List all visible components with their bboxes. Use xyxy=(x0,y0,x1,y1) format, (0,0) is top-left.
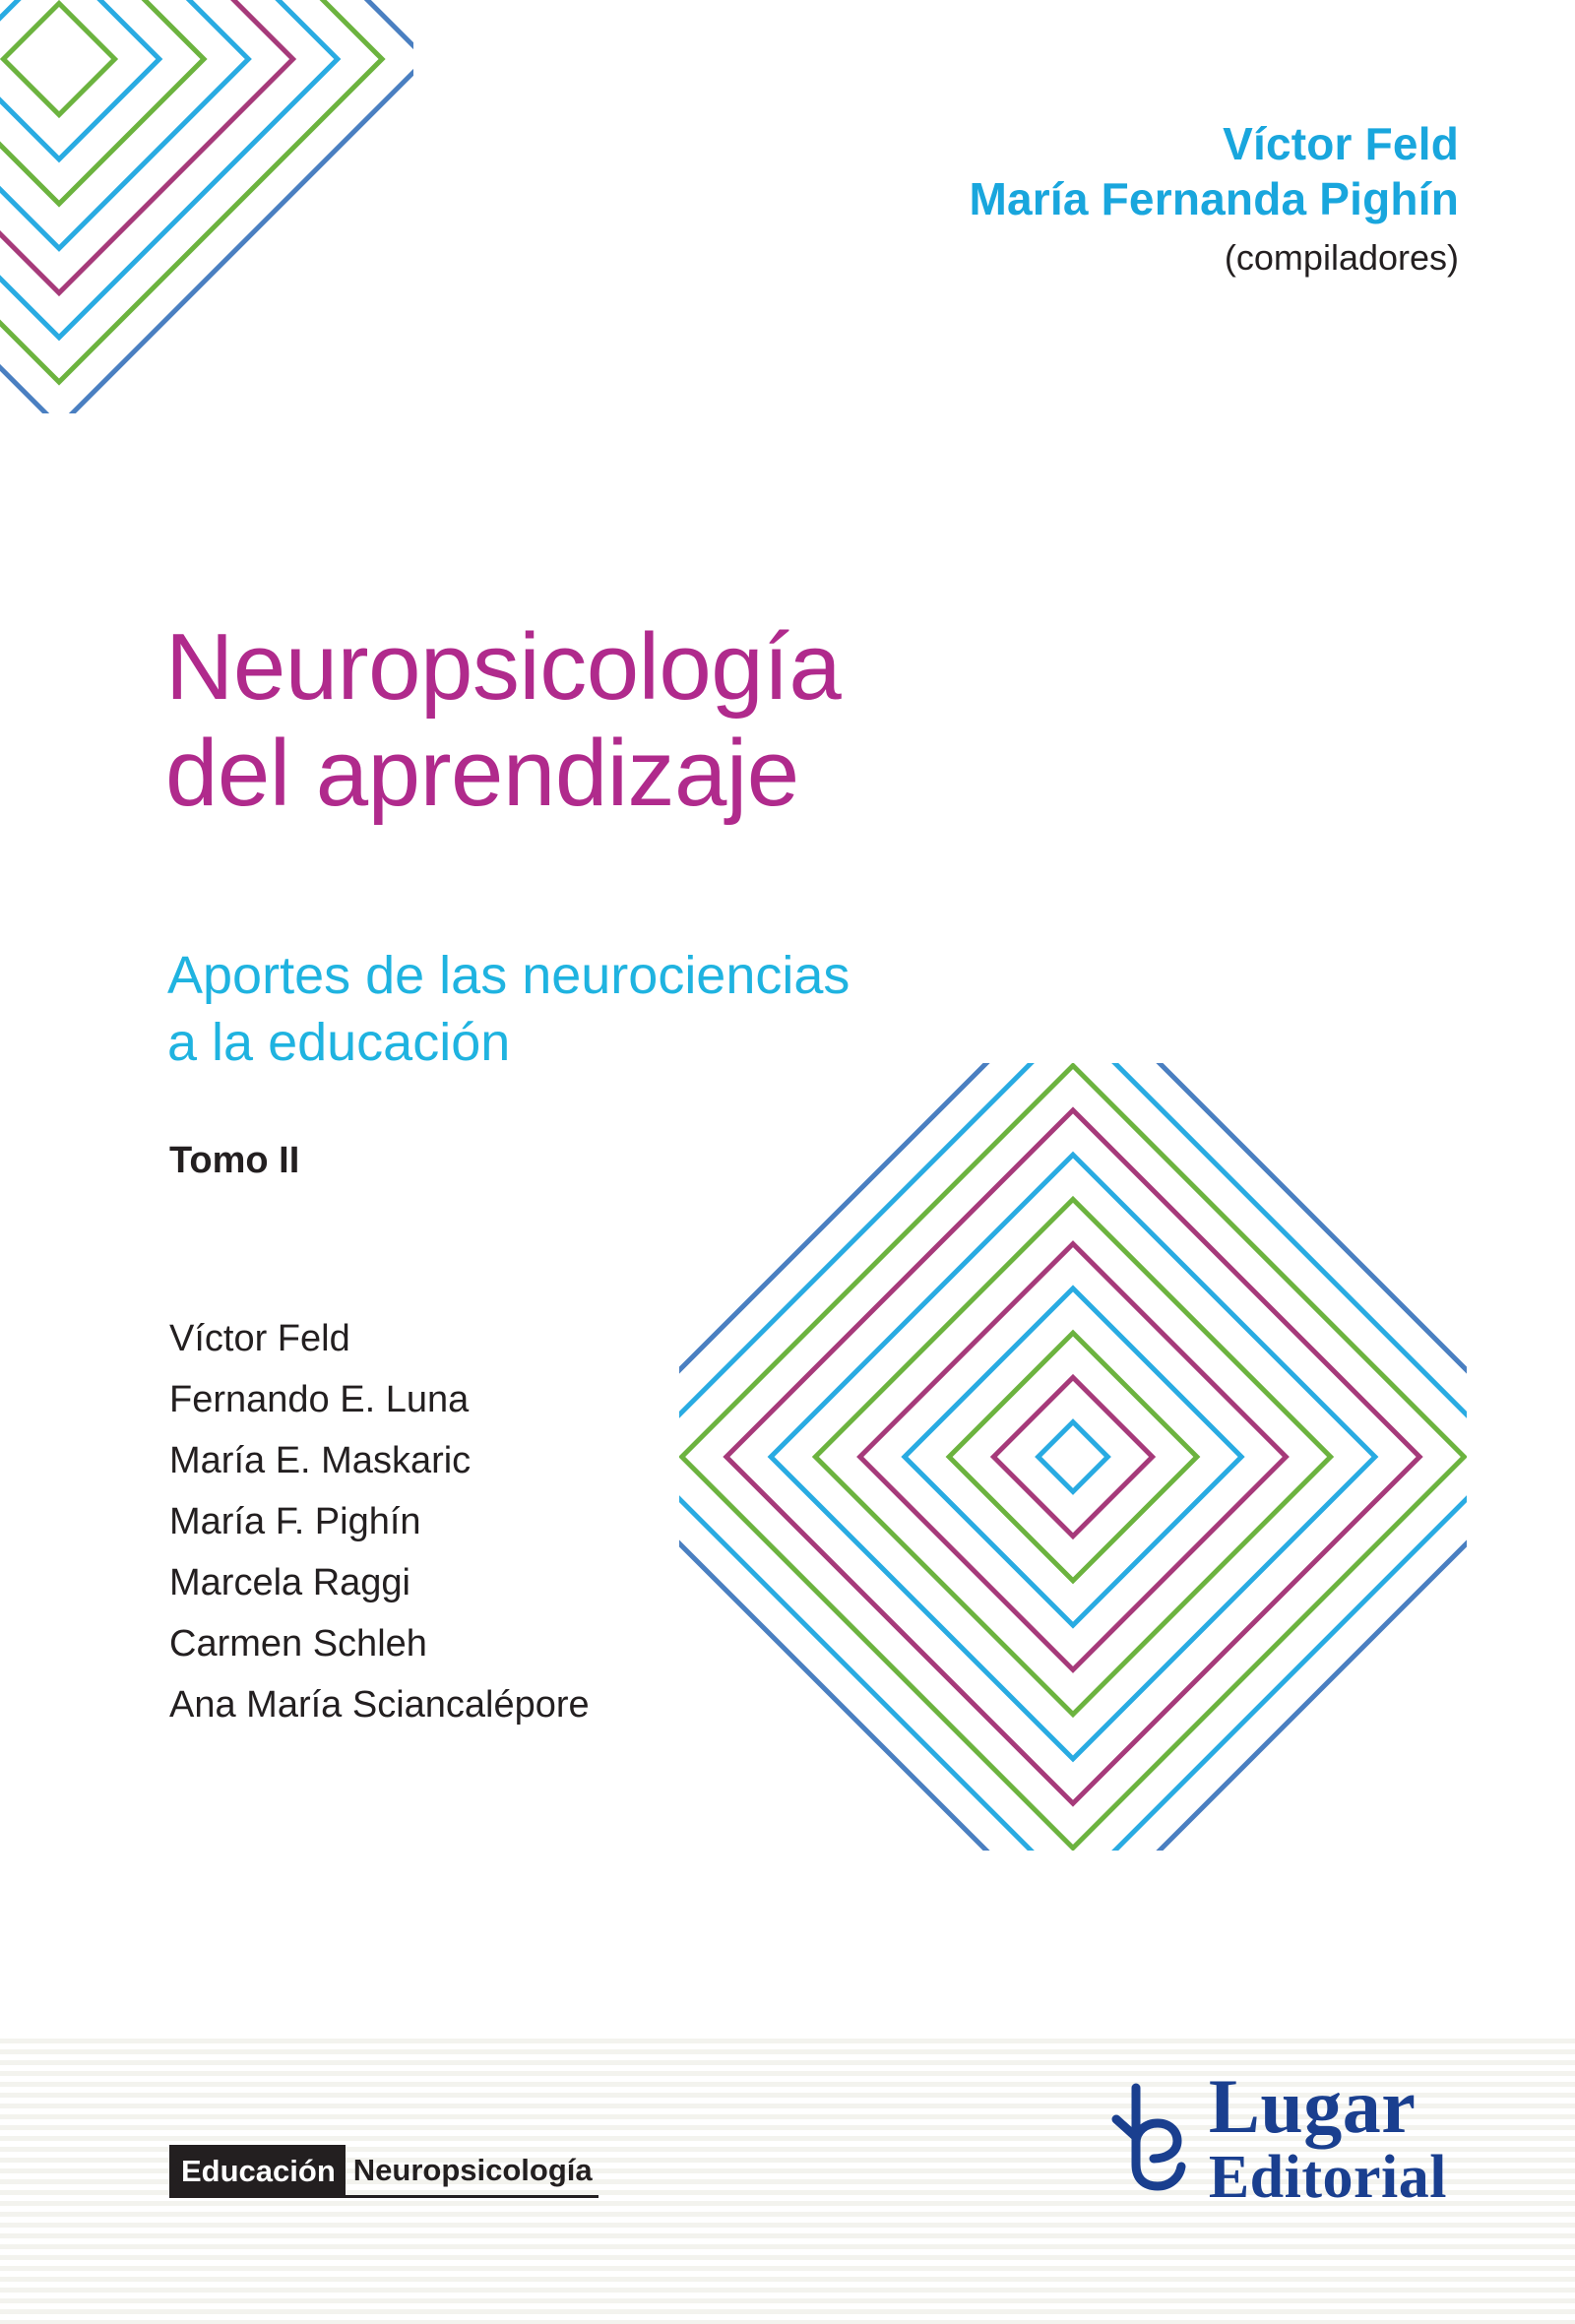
book-subtitle-line-1: Aportes de las neurociencias xyxy=(167,945,850,1005)
contributor-2: Fernando E. Luna xyxy=(169,1378,470,1420)
contributor-1: Víctor Feld xyxy=(169,1318,350,1359)
book-subtitle-line-2: a la educación xyxy=(167,1013,511,1073)
book-title xyxy=(165,614,1051,826)
publisher-wordmark xyxy=(1208,2063,1447,2211)
book-title-line-1: Neuropsicología xyxy=(165,614,842,721)
contributors-list xyxy=(169,1309,590,1736)
compiler-name-2: María Fernanda Pighín xyxy=(969,173,1459,225)
book-subtitle xyxy=(167,942,975,1077)
book-title-line-2: del aprendizaje xyxy=(165,720,799,826)
collection-topic: Neuropsicología xyxy=(346,2146,598,2198)
collection-tag xyxy=(169,2146,598,2198)
concentric-diamond-graphic xyxy=(679,1063,1467,1851)
contributor-4: María F. Pighín xyxy=(169,1500,421,1542)
collection-series-wrap xyxy=(169,2153,346,2189)
compilers-block xyxy=(969,116,1459,279)
lugar-editorial-monogram-icon xyxy=(1110,2080,1195,2196)
publisher-logo xyxy=(1110,2063,1447,2211)
publisher-name: Lugar xyxy=(1208,2063,1417,2149)
publisher-kind: Editorial xyxy=(1208,2144,1447,2211)
contributor-7: Ana María Sciancalépore xyxy=(169,1683,590,1726)
corner-diamond-decoration xyxy=(0,0,413,413)
contributor-3: María E. Maskaric xyxy=(169,1439,472,1481)
contributor-5: Marcela Raggi xyxy=(169,1561,410,1603)
volume-label: Tomo II xyxy=(169,1140,300,1181)
compilers-role: (compiladores) xyxy=(1224,237,1459,279)
compiler-name-1: Víctor Feld xyxy=(1223,118,1459,169)
collection-series: Educación xyxy=(169,2145,346,2198)
contributor-6: Carmen Schleh xyxy=(169,1622,427,1664)
